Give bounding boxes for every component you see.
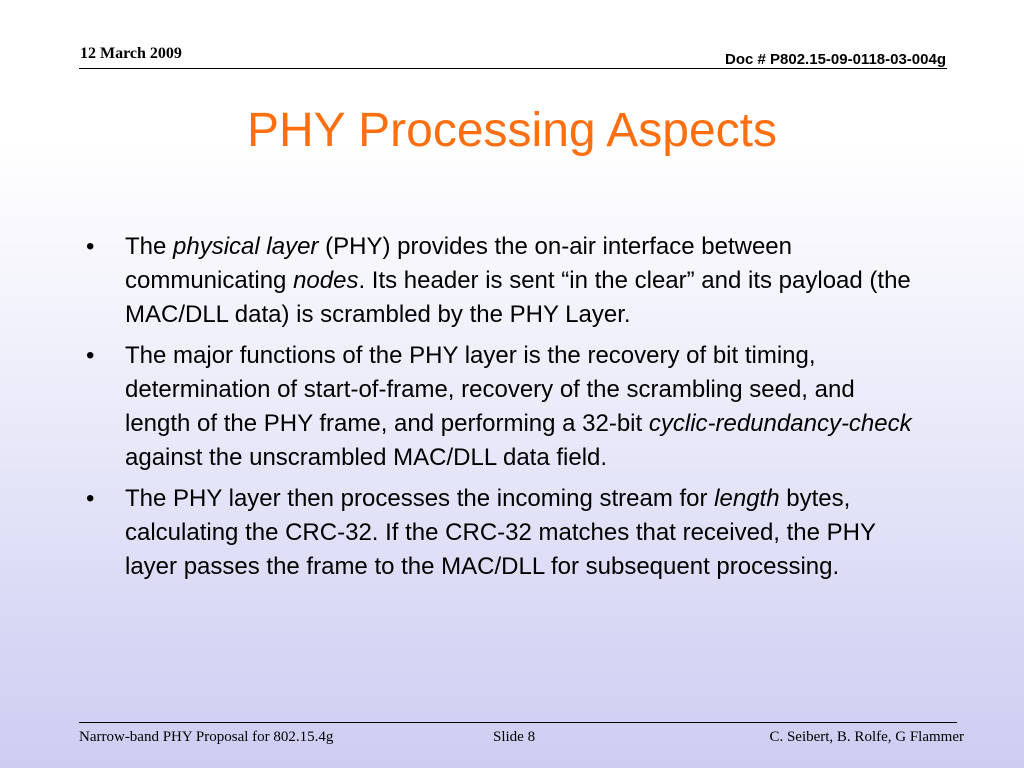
- bullet-emphasis: nodes: [293, 267, 359, 294]
- bullet-text: against the unscrambled MAC/DLL data field.: [125, 444, 608, 471]
- document-number: Doc # P802.15-09-0118-03-004g: [725, 51, 946, 68]
- bullet-text: The PHY layer then processes the incoming stream for: [125, 485, 715, 512]
- bullet-text: The: [125, 233, 174, 260]
- bullet-icon: •: [86, 342, 95, 369]
- bullet-text: . Its header is sent “in the clear” and its payload (the MAC/DLL data) is scrambled by the PHY Layer.: [125, 267, 911, 328]
- footer-presentation-title: Narrow-band PHY Proposal for 802.15.4g: [79, 729, 334, 745]
- bullet-text: (PHY) provides the on-air interface between communicating: [125, 233, 793, 294]
- footer-slide-number: Slide 8: [493, 729, 536, 745]
- bullet-item-1: [86, 230, 926, 332]
- bullet-emphasis: length: [714, 485, 780, 512]
- bullet-icon: •: [86, 485, 95, 512]
- slide-title: PHY Processing Aspects: [246, 104, 778, 157]
- header-divider: [79, 68, 947, 69]
- bullet-list: [86, 230, 926, 591]
- bullet-text: bytes, calculating the CRC-32. If the CRC-32 matches that received, the PHY layer passes the frame to the MAC/DLL for subsequent processing.: [125, 485, 876, 580]
- footer-divider: [79, 722, 957, 723]
- footer-authors: C. Seibert, B. Rolfe, G Flammer: [769, 729, 964, 745]
- bullet-text: The major functions of the PHY layer is the recovery of bit timing, determination of start-of-frame, recovery of the scrambling seed, and length of the PHY frame, and performing a 32-bit: [125, 342, 855, 437]
- bullet-icon: •: [86, 233, 95, 260]
- bullet-item-2: [86, 339, 926, 475]
- bullet-emphasis: cyclic-redundancy-check: [648, 410, 912, 437]
- header-date: 12 March 2009: [80, 45, 182, 62]
- bullet-emphasis: physical layer: [173, 233, 319, 260]
- bullet-item-3: [86, 482, 926, 584]
